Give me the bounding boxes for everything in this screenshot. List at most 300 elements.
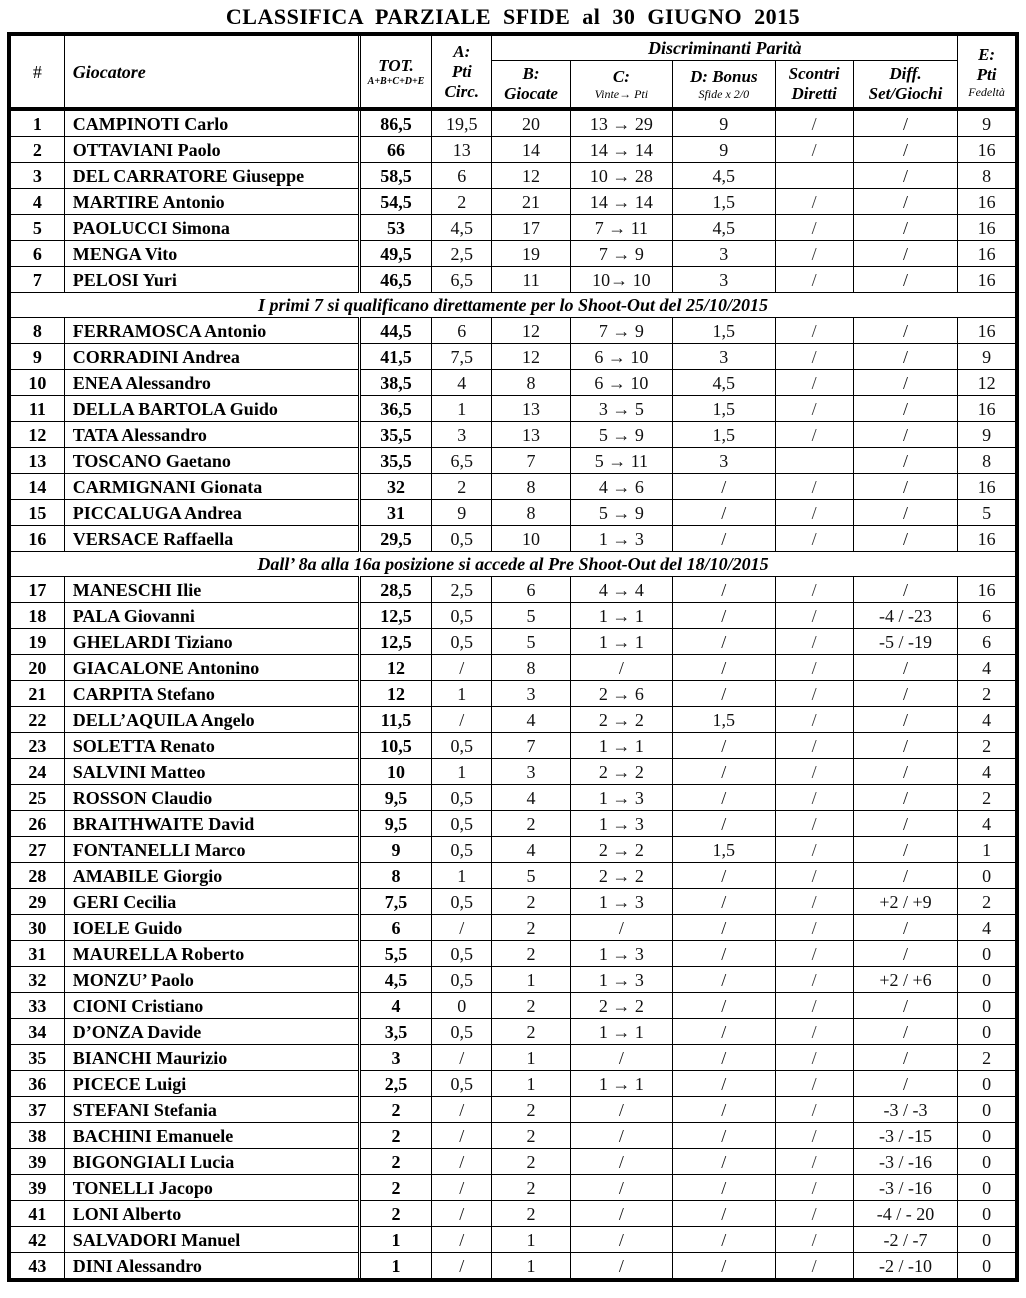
diff-set-giochi-cell: / [853, 241, 957, 267]
diff-set-giochi-cell: / [853, 993, 957, 1019]
b-played-cell: 7 [492, 448, 570, 474]
e-fedelta-cell: 2 [958, 1045, 1017, 1071]
position-cell: 37 [9, 1097, 64, 1123]
total-cell: 66 [359, 137, 431, 163]
b-played-cell: 8 [492, 500, 570, 526]
position-cell: 11 [9, 396, 64, 422]
b-played-cell: 4 [492, 837, 570, 863]
d-bonus-cell: 1,5 [673, 837, 775, 863]
table-row [9, 1071, 1017, 1097]
player-name-cell: DELLA BARTOLA Guido [64, 396, 359, 422]
b-played-cell: 11 [492, 267, 570, 293]
position-cell: 5 [9, 215, 64, 241]
diff-set-giochi-cell: / [853, 837, 957, 863]
c-won-points-cell: 13 → 29 [570, 109, 672, 137]
total-cell: 9,5 [359, 811, 431, 837]
diff-set-giochi-cell: / [853, 344, 957, 370]
e-fedelta-cell: 8 [958, 163, 1017, 189]
scontri-diretti-cell: / [775, 785, 853, 811]
position-cell: 38 [9, 1123, 64, 1149]
scontri-diretti-cell: / [775, 370, 853, 396]
a-points-cell: 7,5 [432, 344, 492, 370]
b-played-cell: 2 [492, 993, 570, 1019]
table-row [9, 448, 1017, 474]
total-cell: 53 [359, 215, 431, 241]
player-name-cell: TATA Alessandro [64, 422, 359, 448]
total-cell: 35,5 [359, 448, 431, 474]
standings-table [7, 32, 1019, 1282]
a-points-cell: 6 [432, 318, 492, 344]
c-won-points-cell: 5 → 11 [570, 448, 672, 474]
b-played-cell: 14 [492, 137, 570, 163]
scontri-diretti-cell: / [775, 215, 853, 241]
a-points-cell: 0,5 [432, 889, 492, 915]
a-points-cell: / [432, 1201, 492, 1227]
total-cell: 2 [359, 1097, 431, 1123]
table-row [9, 1149, 1017, 1175]
table-row [9, 941, 1017, 967]
e-fedelta-cell: 16 [958, 396, 1017, 422]
position-cell: 29 [9, 889, 64, 915]
player-name-cell: CIONI Cristiano [64, 993, 359, 1019]
c-won-points-cell: 2 → 2 [570, 993, 672, 1019]
header-c-vinte-pti: C: Vinte→ Pti [570, 61, 672, 110]
diff-set-giochi-cell: / [853, 785, 957, 811]
diff-set-giochi-cell: -3 / -3 [853, 1097, 957, 1123]
player-name-cell: DINI Alessandro [64, 1253, 359, 1281]
table-row [9, 915, 1017, 941]
a-points-cell: 6,5 [432, 448, 492, 474]
scontri-diretti-cell: / [775, 941, 853, 967]
scontri-diretti-cell: / [775, 1071, 853, 1097]
total-cell: 2 [359, 1123, 431, 1149]
player-name-cell: PAOLUCCI Simona [64, 215, 359, 241]
a-points-cell: 0,5 [432, 629, 492, 655]
d-bonus-cell: / [673, 1201, 775, 1227]
b-played-cell: 2 [492, 1123, 570, 1149]
diff-set-giochi-cell: / [853, 474, 957, 500]
d-bonus-cell: / [673, 811, 775, 837]
c-won-points-cell: / [570, 1227, 672, 1253]
e-fedelta-cell: 16 [958, 215, 1017, 241]
b-played-cell: 12 [492, 318, 570, 344]
d-bonus-cell: 4,5 [673, 163, 775, 189]
position-cell: 16 [9, 526, 64, 552]
a-points-cell: 0,5 [432, 603, 492, 629]
a-points-cell: 2 [432, 189, 492, 215]
header-d-bonus: D: Bonus Sfide x 2/0 [673, 61, 775, 110]
e-fedelta-cell: 0 [958, 1097, 1017, 1123]
scontri-diretti-cell: / [775, 1097, 853, 1123]
c-won-points-cell: 1 → 3 [570, 526, 672, 552]
position-cell: 9 [9, 344, 64, 370]
c-won-points-cell: 6 → 10 [570, 370, 672, 396]
player-name-cell: TONELLI Jacopo [64, 1175, 359, 1201]
b-played-cell: 3 [492, 681, 570, 707]
total-cell: 3 [359, 1045, 431, 1071]
c-won-points-cell: / [570, 1123, 672, 1149]
scontri-diretti-cell: / [775, 967, 853, 993]
e-fedelta-cell: 2 [958, 733, 1017, 759]
a-points-cell: 13 [432, 137, 492, 163]
total-cell: 36,5 [359, 396, 431, 422]
scontri-diretti-cell: / [775, 603, 853, 629]
e-fedelta-cell: 0 [958, 1175, 1017, 1201]
diff-set-giochi-cell: / [853, 941, 957, 967]
diff-set-giochi-cell: -4 / -23 [853, 603, 957, 629]
table-body [9, 109, 1017, 1280]
b-played-cell: 19 [492, 241, 570, 267]
c-won-points-cell: 1 → 3 [570, 811, 672, 837]
c-won-points-cell: 1 → 3 [570, 967, 672, 993]
a-points-cell: 6 [432, 163, 492, 189]
b-played-cell: 2 [492, 941, 570, 967]
b-played-cell: 8 [492, 474, 570, 500]
b-played-cell: 1 [492, 967, 570, 993]
player-name-cell: BIANCHI Maurizio [64, 1045, 359, 1071]
table-row [9, 137, 1017, 163]
page-title: CLASSIFICA PARZIALE SFIDE al 30 GIUGNO 2015 [225, 4, 801, 29]
scontri-diretti-cell: / [775, 733, 853, 759]
player-name-cell: CARPITA Stefano [64, 681, 359, 707]
scontri-diretti-cell: / [775, 1175, 853, 1201]
diff-set-giochi-cell: / [853, 189, 957, 215]
table-row [9, 1019, 1017, 1045]
player-name-cell: MENGA Vito [64, 241, 359, 267]
total-cell: 9 [359, 837, 431, 863]
b-played-cell: 2 [492, 889, 570, 915]
c-won-points-cell: 3 → 5 [570, 396, 672, 422]
table-row [9, 1201, 1017, 1227]
c-won-points-cell: 4 → 4 [570, 577, 672, 603]
scontri-diretti-cell: / [775, 707, 853, 733]
e-fedelta-cell: 0 [958, 941, 1017, 967]
b-played-cell: 10 [492, 526, 570, 552]
diff-set-giochi-cell: / [853, 526, 957, 552]
diff-set-giochi-cell: / [853, 267, 957, 293]
e-fedelta-cell: 6 [958, 629, 1017, 655]
player-name-cell: D’ONZA Davide [64, 1019, 359, 1045]
b-played-cell: 1 [492, 1227, 570, 1253]
d-bonus-cell: / [673, 1097, 775, 1123]
e-fedelta-cell: 16 [958, 241, 1017, 267]
c-won-points-cell: 7 → 11 [570, 215, 672, 241]
total-cell: 32 [359, 474, 431, 500]
table-row [9, 215, 1017, 241]
d-bonus-cell: 1,5 [673, 707, 775, 733]
scontri-diretti-cell: / [775, 189, 853, 215]
a-points-cell: 9 [432, 500, 492, 526]
scontri-diretti-cell: / [775, 1201, 853, 1227]
table-row [9, 967, 1017, 993]
c-won-points-cell: 2 → 2 [570, 863, 672, 889]
d-bonus-cell: 3 [673, 448, 775, 474]
header-total: TOT. A+B+C+D+E [359, 34, 431, 109]
e-fedelta-cell: 0 [958, 1149, 1017, 1175]
total-cell: 28,5 [359, 577, 431, 603]
a-points-cell: / [432, 1227, 492, 1253]
a-points-cell: 0,5 [432, 837, 492, 863]
total-cell: 12,5 [359, 603, 431, 629]
position-cell: 10 [9, 370, 64, 396]
b-played-cell: 6 [492, 577, 570, 603]
e-fedelta-cell: 4 [958, 707, 1017, 733]
c-won-points-cell: 1 → 3 [570, 889, 672, 915]
d-bonus-cell: 1,5 [673, 318, 775, 344]
table-row [9, 603, 1017, 629]
diff-set-giochi-cell: / [853, 707, 957, 733]
d-bonus-cell: / [673, 759, 775, 785]
a-points-cell: 1 [432, 396, 492, 422]
b-played-cell: 5 [492, 603, 570, 629]
a-points-cell: 4,5 [432, 215, 492, 241]
scontri-diretti-cell: / [775, 993, 853, 1019]
table-row [9, 474, 1017, 500]
e-fedelta-cell: 12 [958, 370, 1017, 396]
d-bonus-cell: / [673, 1149, 775, 1175]
scontri-diretti-cell: / [775, 1227, 853, 1253]
player-name-cell: CARMIGNANI Gionata [64, 474, 359, 500]
table-row [9, 109, 1017, 137]
table-row [9, 837, 1017, 863]
diff-set-giochi-cell: / [853, 1071, 957, 1097]
diff-set-giochi-cell: -5 / -19 [853, 629, 957, 655]
a-points-cell: 0,5 [432, 785, 492, 811]
player-name-cell: FONTANELLI Marco [64, 837, 359, 863]
scontri-diretti-cell: / [775, 1253, 853, 1281]
position-cell: 1 [9, 109, 64, 137]
d-bonus-cell: / [673, 1123, 775, 1149]
table-row [9, 267, 1017, 293]
a-points-cell: 4 [432, 370, 492, 396]
scontri-diretti-cell: / [775, 1123, 853, 1149]
player-name-cell: SALVINI Matteo [64, 759, 359, 785]
a-points-cell: / [432, 1045, 492, 1071]
table-row [9, 500, 1017, 526]
scontri-diretti-cell: / [775, 1019, 853, 1045]
total-cell: 8 [359, 863, 431, 889]
header-a-points-circ: A: Pti Circ. [432, 34, 492, 109]
e-fedelta-cell: 0 [958, 1253, 1017, 1281]
d-bonus-cell: / [673, 474, 775, 500]
position-cell: 43 [9, 1253, 64, 1281]
c-won-points-cell: 1 → 3 [570, 785, 672, 811]
e-fedelta-cell: 5 [958, 500, 1017, 526]
a-points-cell: 1 [432, 759, 492, 785]
table-row [9, 318, 1017, 344]
table-row [9, 629, 1017, 655]
player-name-cell: GIACALONE Antonino [64, 655, 359, 681]
player-name-cell: DEL CARRATORE Giuseppe [64, 163, 359, 189]
player-name-cell: PICCALUGA Andrea [64, 500, 359, 526]
total-cell: 7,5 [359, 889, 431, 915]
player-name-cell: SALVADORI Manuel [64, 1227, 359, 1253]
c-won-points-cell: 4 → 6 [570, 474, 672, 500]
section-note: Dall’ 8a alla 16a posizione si accede al Pre Shoot-Out del 18/10/2015 [9, 552, 1017, 577]
table-row [9, 577, 1017, 603]
c-won-points-cell: 1 → 1 [570, 733, 672, 759]
position-cell: 24 [9, 759, 64, 785]
player-name-cell: FERRAMOSCA Antonio [64, 318, 359, 344]
e-fedelta-cell: 4 [958, 655, 1017, 681]
scontri-diretti-cell: / [775, 500, 853, 526]
diff-set-giochi-cell: / [853, 318, 957, 344]
d-bonus-cell: / [673, 577, 775, 603]
player-name-cell: IOELE Guido [64, 915, 359, 941]
scontri-diretti-cell: / [775, 577, 853, 603]
e-fedelta-cell: 16 [958, 267, 1017, 293]
b-played-cell: 4 [492, 707, 570, 733]
position-cell: 13 [9, 448, 64, 474]
a-points-cell: 2,5 [432, 577, 492, 603]
position-cell: 12 [9, 422, 64, 448]
c-won-points-cell: 10→ 10 [570, 267, 672, 293]
d-bonus-cell: / [673, 889, 775, 915]
c-won-points-cell: 2 → 6 [570, 681, 672, 707]
total-cell: 3,5 [359, 1019, 431, 1045]
total-cell: 1 [359, 1253, 431, 1281]
b-played-cell: 13 [492, 422, 570, 448]
d-bonus-cell: / [673, 526, 775, 552]
b-played-cell: 2 [492, 1201, 570, 1227]
position-cell: 2 [9, 137, 64, 163]
e-fedelta-cell: 0 [958, 993, 1017, 1019]
e-fedelta-cell: 1 [958, 837, 1017, 863]
player-name-cell: BIGONGIALI Lucia [64, 1149, 359, 1175]
scontri-diretti-cell: / [775, 811, 853, 837]
c-won-points-cell: / [570, 1201, 672, 1227]
total-cell: 9,5 [359, 785, 431, 811]
position-cell: 4 [9, 189, 64, 215]
player-name-cell: BRAITHWAITE David [64, 811, 359, 837]
diff-set-giochi-cell: / [853, 1045, 957, 1071]
table-row [9, 241, 1017, 267]
diff-set-giochi-cell: / [853, 500, 957, 526]
diff-set-giochi-cell: -4 / - 20 [853, 1201, 957, 1227]
d-bonus-cell: / [673, 500, 775, 526]
d-bonus-cell: 1,5 [673, 396, 775, 422]
position-cell: 39 [9, 1149, 64, 1175]
total-cell: 4 [359, 993, 431, 1019]
position-cell: 31 [9, 941, 64, 967]
d-bonus-cell: 1,5 [673, 189, 775, 215]
diff-set-giochi-cell: -3 / -15 [853, 1123, 957, 1149]
d-bonus-cell: / [673, 1045, 775, 1071]
position-cell: 8 [9, 318, 64, 344]
diff-set-giochi-cell: / [853, 811, 957, 837]
position-cell: 34 [9, 1019, 64, 1045]
player-name-cell: GHELARDI Tiziano [64, 629, 359, 655]
c-won-points-cell: 1 → 3 [570, 941, 672, 967]
a-points-cell: / [432, 1149, 492, 1175]
position-cell: 35 [9, 1045, 64, 1071]
d-bonus-cell: 9 [673, 137, 775, 163]
a-points-cell: 0,5 [432, 1071, 492, 1097]
c-won-points-cell: / [570, 1097, 672, 1123]
a-points-cell: 0,5 [432, 526, 492, 552]
c-won-points-cell: 6 → 10 [570, 344, 672, 370]
c-won-points-cell: 7 → 9 [570, 318, 672, 344]
e-fedelta-cell: 4 [958, 811, 1017, 837]
position-cell: 22 [9, 707, 64, 733]
position-cell: 26 [9, 811, 64, 837]
diff-set-giochi-cell: / [853, 215, 957, 241]
a-points-cell: 1 [432, 863, 492, 889]
b-played-cell: 17 [492, 215, 570, 241]
total-cell: 4,5 [359, 967, 431, 993]
diff-set-giochi-cell: / [853, 681, 957, 707]
scontri-diretti-cell: / [775, 629, 853, 655]
total-cell: 12 [359, 681, 431, 707]
position-cell: 28 [9, 863, 64, 889]
d-bonus-cell: 3 [673, 344, 775, 370]
e-fedelta-cell: 0 [958, 1227, 1017, 1253]
c-won-points-cell: / [570, 1175, 672, 1201]
a-points-cell: 6,5 [432, 267, 492, 293]
total-cell: 12 [359, 655, 431, 681]
d-bonus-cell: 9 [673, 109, 775, 137]
scontri-diretti-cell: / [775, 863, 853, 889]
position-cell: 25 [9, 785, 64, 811]
player-name-cell: SOLETTA Renato [64, 733, 359, 759]
player-name-cell: BACHINI Emanuele [64, 1123, 359, 1149]
diff-set-giochi-cell: / [853, 655, 957, 681]
table-row [9, 526, 1017, 552]
scontri-diretti-cell: / [775, 1149, 853, 1175]
c-won-points-cell: 2 → 2 [570, 707, 672, 733]
c-won-points-cell: 1 → 1 [570, 603, 672, 629]
position-cell: 15 [9, 500, 64, 526]
b-played-cell: 8 [492, 655, 570, 681]
header-position: # [9, 34, 64, 109]
total-cell: 46,5 [359, 267, 431, 293]
diff-set-giochi-cell: / [853, 733, 957, 759]
b-played-cell: 2 [492, 1149, 570, 1175]
scontri-diretti-cell: / [775, 889, 853, 915]
e-fedelta-cell: 2 [958, 681, 1017, 707]
header-b-giocate: B: Giocate [492, 61, 570, 110]
diff-set-giochi-cell: / [853, 577, 957, 603]
scontri-diretti-cell: / [775, 655, 853, 681]
e-fedelta-cell: 0 [958, 1019, 1017, 1045]
diff-set-giochi-cell: +2 / +9 [853, 889, 957, 915]
table-row [9, 1097, 1017, 1123]
section-note-row [9, 293, 1017, 318]
a-points-cell: 3 [432, 422, 492, 448]
total-cell: 35,5 [359, 422, 431, 448]
total-cell: 5,5 [359, 941, 431, 967]
total-cell: 86,5 [359, 109, 431, 137]
c-won-points-cell: / [570, 1045, 672, 1071]
total-cell: 11,5 [359, 707, 431, 733]
c-won-points-cell: 1 → 1 [570, 1071, 672, 1097]
player-name-cell: ROSSON Claudio [64, 785, 359, 811]
position-cell: 30 [9, 915, 64, 941]
a-points-cell: 19,5 [432, 109, 492, 137]
scontri-diretti-cell: / [775, 109, 853, 137]
b-played-cell: 20 [492, 109, 570, 137]
position-cell: 17 [9, 577, 64, 603]
player-name-cell: GERI Cecilia [64, 889, 359, 915]
b-played-cell: 2 [492, 1097, 570, 1123]
diff-set-giochi-cell: -2 / -7 [853, 1227, 957, 1253]
table-row [9, 370, 1017, 396]
a-points-cell: 0,5 [432, 1019, 492, 1045]
b-played-cell: 13 [492, 396, 570, 422]
table-row [9, 396, 1017, 422]
diff-set-giochi-cell: -3 / -16 [853, 1149, 957, 1175]
d-bonus-cell: 3 [673, 241, 775, 267]
